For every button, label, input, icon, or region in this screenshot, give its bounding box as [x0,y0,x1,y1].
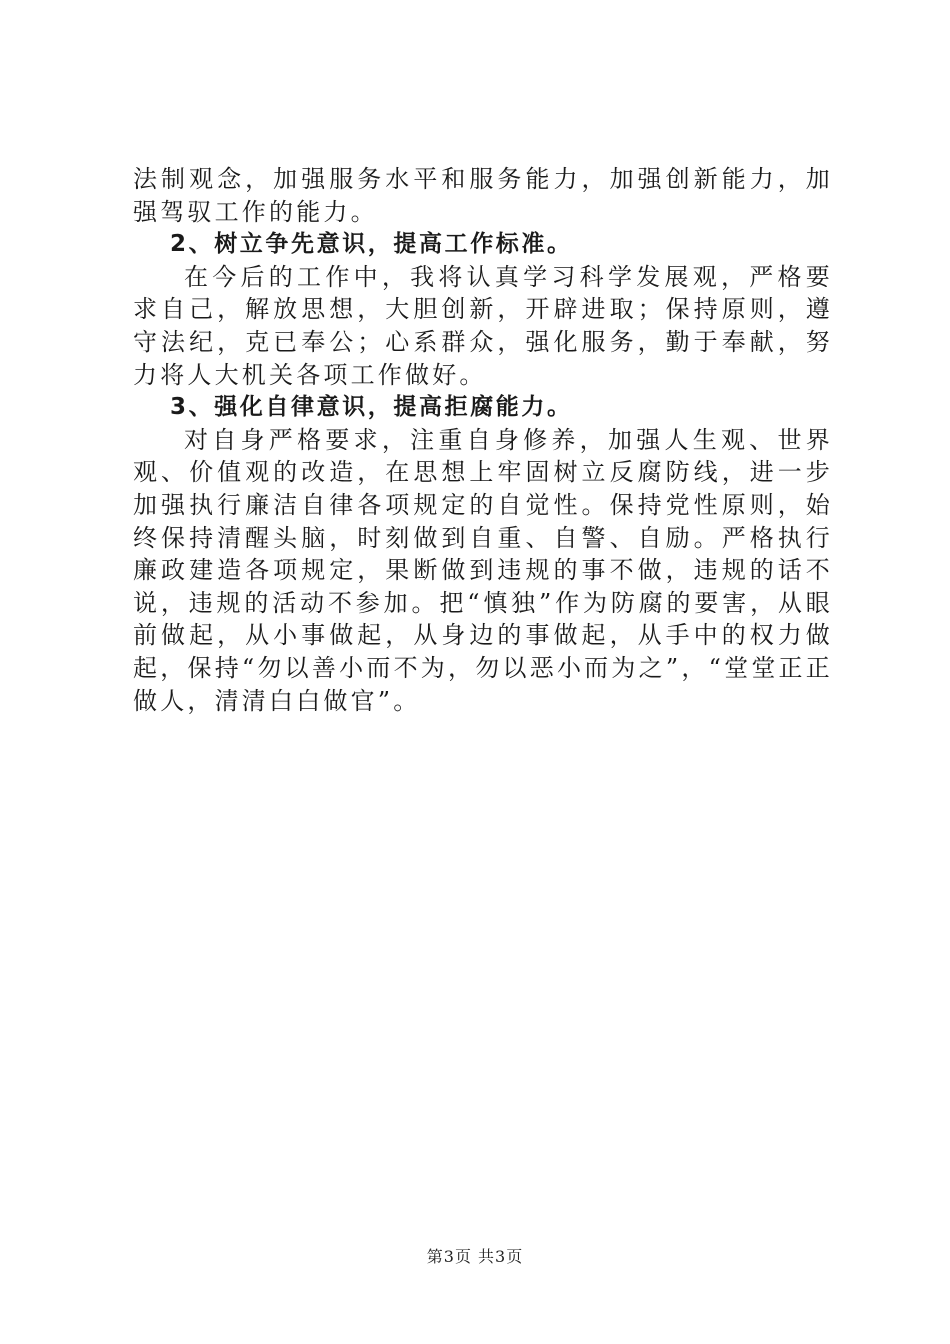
page-footer: 第3页 共3页 [426,1247,524,1266]
body-paragraph-3: 对自身严格要求，注重自身修养，加强人生观、世界观、价值观的改造，在思想上牢固树立反腐防线，进一步加强执行廉洁自律各项规定的自觉性。保持党性原则，始终保持清醒头脑，时刻做到自重、自警、自励。严格执行廉政建造各项规定，果断做到违规的事不做，违规的话不说，违规的活动不参加。把“慎独”作为防腐的要害，从眼前做起，从小事做起，从身边的事做起，从手中的权力做起，保持“勿以善小而不为，勿以恶小而为之”，“堂堂正正做人，清清白白做官”。 [133,425,833,715]
section-heading-3: 3、强化自律意识，提高拒腐能力。 [170,394,573,421]
body-paragraph-1: 法制观念，加强服务水平和服务能力，加强创新能力，加强驾驭工作的能力。 [133,165,833,226]
body-paragraph-2: 在今后的工作中，我将认真学习科学发展观，严格要求自己，解放思想，大胆创新，开辟进取；保持原则，遵守法纪，克已奉公；心系群众，强化服务，勤于奉献，努力将人大机关各项工作做好。 [133,262,833,389]
document-body [133,163,833,717]
section-heading-2: 2、树立争先意识，提高工作标准。 [170,231,573,258]
